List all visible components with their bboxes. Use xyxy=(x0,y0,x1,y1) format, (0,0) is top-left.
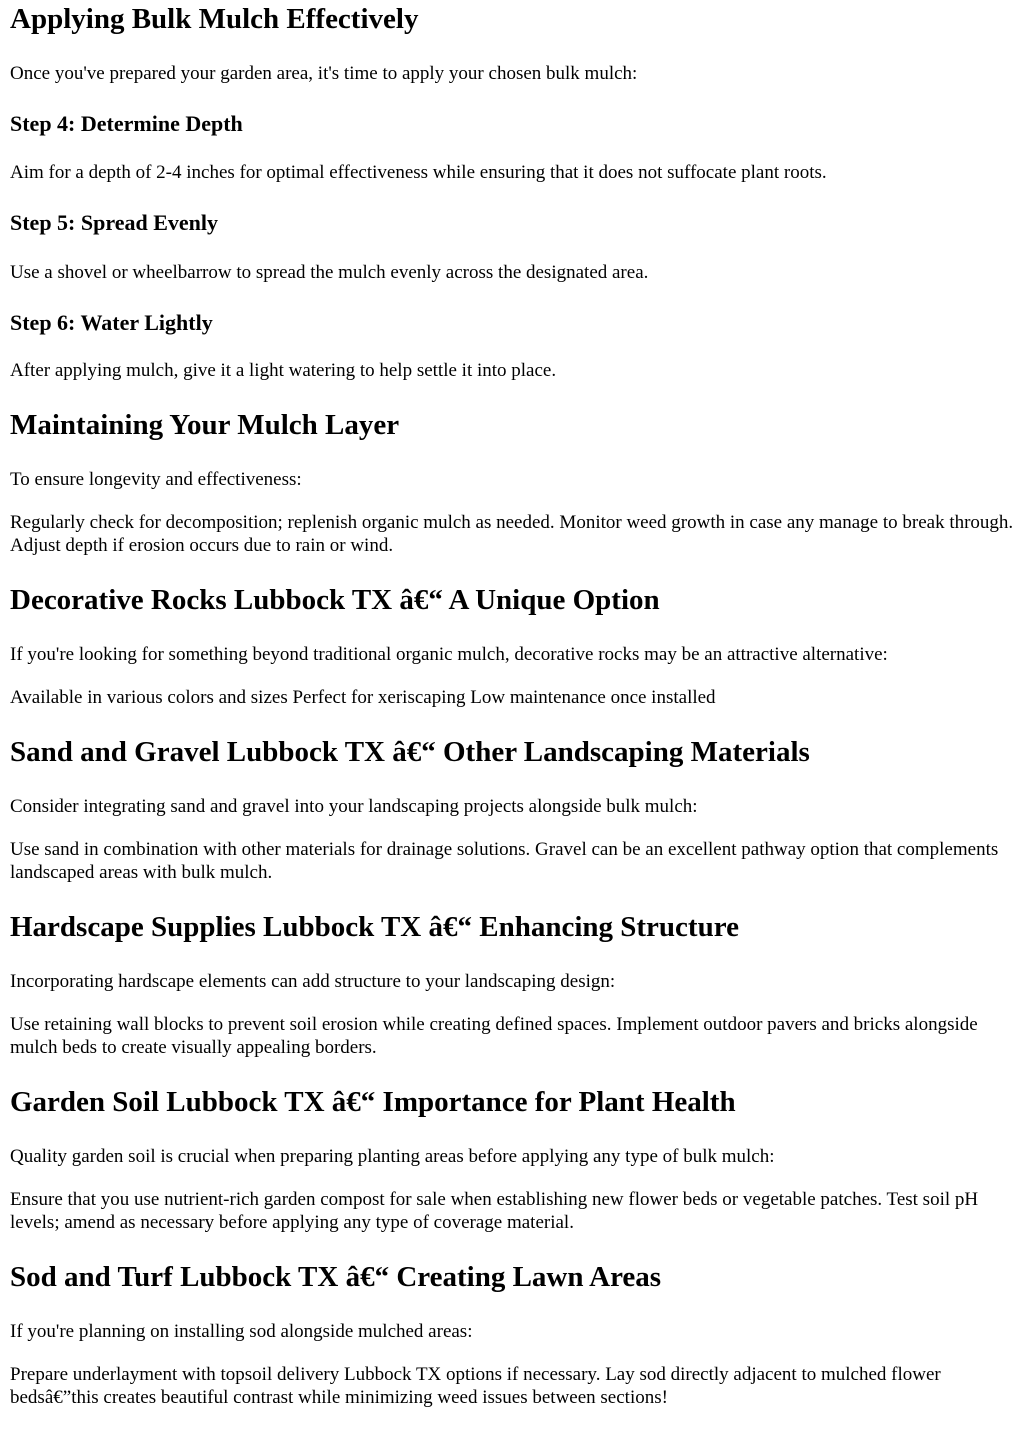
section-intro-sand-gravel: Consider integrating sand and gravel into your landscaping projects alongside bulk mulch: xyxy=(10,796,698,817)
section-body-hardscape: Use retaining wall blocks to prevent soil erosion while creating defined spaces. Implement outdoor pavers and bricks alongside mulch beds to create visually appealing borders. xyxy=(10,1014,978,1058)
section-intro-garden-soil: Quality garden soil is crucial when preparing planting areas before applying any type of bulk mulch: xyxy=(10,1146,775,1167)
section-intro-maintaining: To ensure longevity and effectiveness: xyxy=(10,469,302,490)
section-heading-decorative-rocks: Decorative Rocks Lubbock TX â€“ A Unique Option xyxy=(10,584,660,616)
section-intro-hardscape: Incorporating hardscape elements can add structure to your landscaping design: xyxy=(10,971,616,992)
article xyxy=(0,2,1024,1409)
step-5-title: Step 5: Spread Evenly xyxy=(10,210,219,235)
step-6-title: Step 6: Water Lightly xyxy=(10,310,213,335)
section-heading-maintaining: Maintaining Your Mulch Layer xyxy=(10,409,400,441)
step-6-text: After applying mulch, give it a light watering to help settle it into place. xyxy=(10,360,557,381)
section-heading-applying-mulch: Applying Bulk Mulch Effectively xyxy=(10,3,419,35)
section-body-maintaining: Regularly check for decomposition; replenish organic mulch as needed. Monitor weed growth in case any manage to break through. Adjust depth if erosion occurs due to rain or wind. xyxy=(10,512,1014,556)
section-body-garden-soil: Ensure that you use nutrient-rich garden compost for sale when establishing new flower beds or vegetable patches. Test soil pH levels; amend as necessary before applying any type of coverage material. xyxy=(10,1189,979,1233)
step-5-text: Use a shovel or wheelbarrow to spread the mulch evenly across the designated area. xyxy=(10,262,649,283)
section-intro-decorative-rocks: If you're looking for something beyond traditional organic mulch, decorative rocks may be an attractive alternative: xyxy=(10,644,888,665)
section-heading-hardscape: Hardscape Supplies Lubbock TX â€“ Enhancing Structure xyxy=(10,911,739,943)
section-body-sod-turf: Prepare underlayment with topsoil delivery Lubbock TX options if necessary. Lay sod directly adjacent to mulched flower bedsâ€”this creates beautiful contrast while minimizing weed issues between sections! xyxy=(10,1364,941,1408)
section-intro-applying-mulch: Once you've prepared your garden area, it's time to apply your chosen bulk mulch: xyxy=(10,63,638,84)
section-heading-sand-gravel: Sand and Gravel Lubbock TX â€“ Other Landscaping Materials xyxy=(10,736,810,768)
step-4-title: Step 4: Determine Depth xyxy=(10,111,243,136)
section-intro-sod-turf: If you're planning on installing sod alongside mulched areas: xyxy=(10,1321,473,1342)
section-heading-garden-soil: Garden Soil Lubbock TX â€“ Importance for Plant Health xyxy=(10,1086,736,1118)
step-4-text: Aim for a depth of 2-4 inches for optimal effectiveness while ensuring that it does not suffocate plant roots. xyxy=(10,162,827,183)
section-body-decorative-rocks: Available in various colors and sizes Perfect for xeriscaping Low maintenance once installed xyxy=(10,687,716,708)
section-body-sand-gravel: Use sand in combination with other materials for drainage solutions. Gravel can be an excellent pathway option that complements landscaped areas with bulk mulch. xyxy=(10,839,999,883)
section-heading-sod-turf: Sod and Turf Lubbock TX â€“ Creating Lawn Areas xyxy=(10,1261,662,1293)
